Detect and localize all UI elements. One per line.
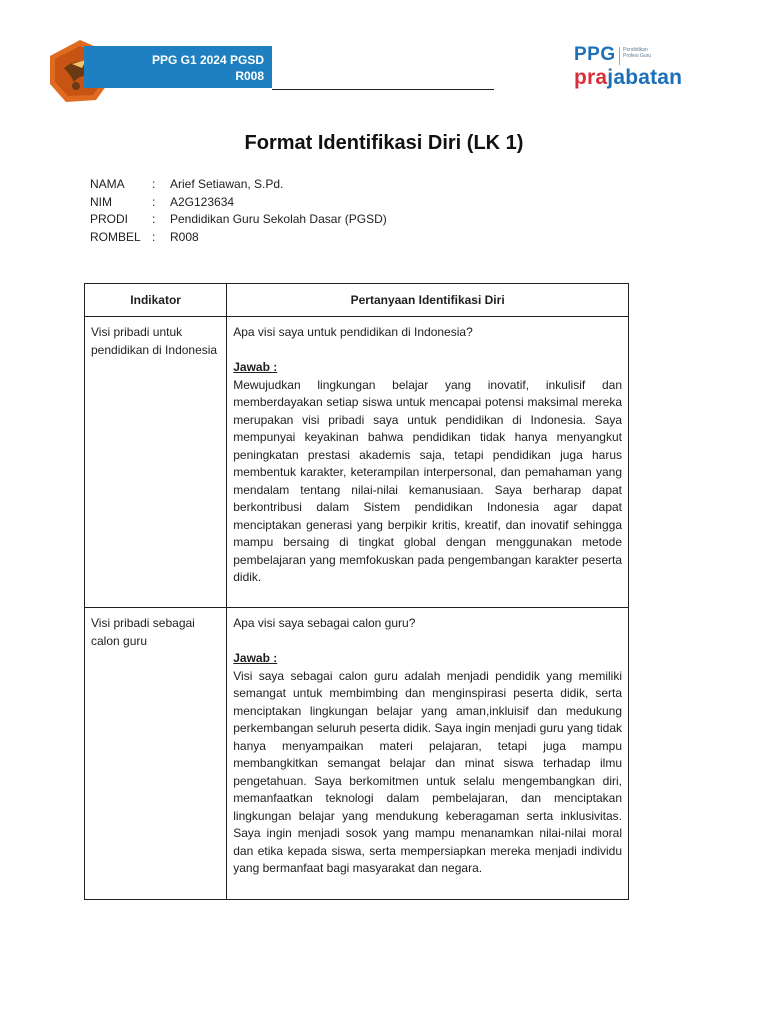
document-title: Format Identifikasi Diri (LK 1) bbox=[244, 132, 524, 154]
table-row bbox=[85, 317, 629, 608]
ppg-logo-bottom-blue: jabatan bbox=[607, 66, 683, 89]
identity-label: NAMA bbox=[90, 177, 125, 191]
identity-row-nim bbox=[90, 194, 470, 212]
identity-label: NIM bbox=[90, 194, 112, 209]
question-text: Apa visi saya untuk pendidikan di Indonesia? bbox=[233, 325, 473, 339]
identity-block bbox=[90, 176, 470, 246]
header-band bbox=[84, 46, 272, 88]
answer-text: Mewujudkan lingkungan belajar yang inovatif, inkulisif dan memberdayakan setiap siswa untuk mencapai potensi maksimal mereka merupakan visi pribadi saya untuk pendidikan di Indonesia. Saya mempunyai keyakinan bahwa pendidikan tidak hanya menyangkut peningkatan prestasi akademis saja, tetapi pendidikan juga harus membentuk karakter, keterampilan interpersonal, dan pemahaman yang mendalam tentang nilai-nilai kemanusiaan. Saya berharap dapat berkontribusi dalam Sistem pendidikan Indonesia agar dapat menciptakan generasi yang berpikir kritis, kreatif, dan inovatif sehingga mampu bersaing di tingkat global dengan menggunakan metode pembelajaran yang memfokuskan pada pengembangan karakter peserta didik. bbox=[233, 377, 622, 584]
jawab-label: Jawab : bbox=[233, 651, 278, 665]
table-header-pertanyaan: Pertanyaan Identifikasi Diri bbox=[227, 284, 629, 317]
indicator-cell: Visi pribadi sebagai calon guru bbox=[85, 608, 227, 900]
ppg-logo-tagline: Pendidikan Profesi Guru bbox=[623, 47, 652, 59]
header-rule bbox=[272, 89, 494, 90]
header-band-line2: R008 bbox=[235, 69, 264, 83]
ppg-prajabatan-logo bbox=[572, 44, 690, 94]
page-header bbox=[0, 0, 768, 110]
identity-row-prodi bbox=[90, 211, 470, 229]
identity-label: PRODI bbox=[90, 212, 129, 226]
indicator-cell: Visi pribadi untuk pendidikan di Indonesia bbox=[85, 317, 227, 608]
identity-value: Arief Setiawan, S.Pd. bbox=[170, 177, 284, 191]
jawab-label: Jawab : bbox=[233, 360, 278, 374]
answer-text: Visi saya sebagai calon guru adalah menjadi pendidik yang memiliki semangat untuk membimbing dan menginspirasi peserta didik, serta menciptakan lingkungan belajar yang aman,inkluisif dan medukung perkembangan seluruh peserta didik. Saya ingin menjadi guru yang tidak hanya menyampaikan materi pelajaran, tetapi juga mampu membangkitkan semangat belajar dan minat siswa terhadap ilmu pengetahuan. Saya berkomitmen untuk selalu mengembangkan diri, memanfaatkan teknologi dalam pembelajaran, dan menciptakan lingkungan belajar yang mendukung keberagaman serta inklusivitas. Saya ingin menjadi sosok yang mampu menanamkan nilai-nilai moral dan etika kepada siswa, serta mempersiapkan mereka menjadi individu yang bermanfaat bagi masyarakat dan negara. bbox=[233, 668, 622, 875]
identification-table bbox=[84, 283, 629, 900]
identity-value: A2G123634 bbox=[170, 194, 235, 209]
table-row bbox=[85, 608, 629, 900]
ppg-logo-bottom-red: pra bbox=[574, 66, 608, 89]
identity-colon: : bbox=[152, 212, 156, 226]
identity-colon: : bbox=[152, 177, 156, 191]
table-header-indikator: Indikator bbox=[85, 284, 227, 317]
identity-value: R008 bbox=[170, 229, 199, 244]
identity-label: ROMBEL bbox=[90, 229, 141, 244]
identity-row-nama bbox=[90, 176, 470, 194]
table-header-row bbox=[85, 284, 629, 317]
identity-colon: : bbox=[152, 229, 156, 244]
identity-row-rombel bbox=[90, 229, 470, 247]
identity-colon: : bbox=[152, 194, 156, 209]
ppg-logo-top: PPG bbox=[574, 44, 616, 65]
question-cell bbox=[227, 317, 629, 608]
identity-value: Pendidikan Guru Sekolah Dasar (PGSD) bbox=[170, 212, 387, 226]
question-text: Apa visi saya sebagai calon guru? bbox=[233, 616, 416, 630]
question-cell bbox=[227, 608, 629, 900]
ppg-logo-bottom bbox=[574, 66, 682, 90]
ppg-logo-separator bbox=[619, 47, 620, 65]
header-band-line1: PPG G1 2024 PGSD bbox=[151, 53, 264, 67]
